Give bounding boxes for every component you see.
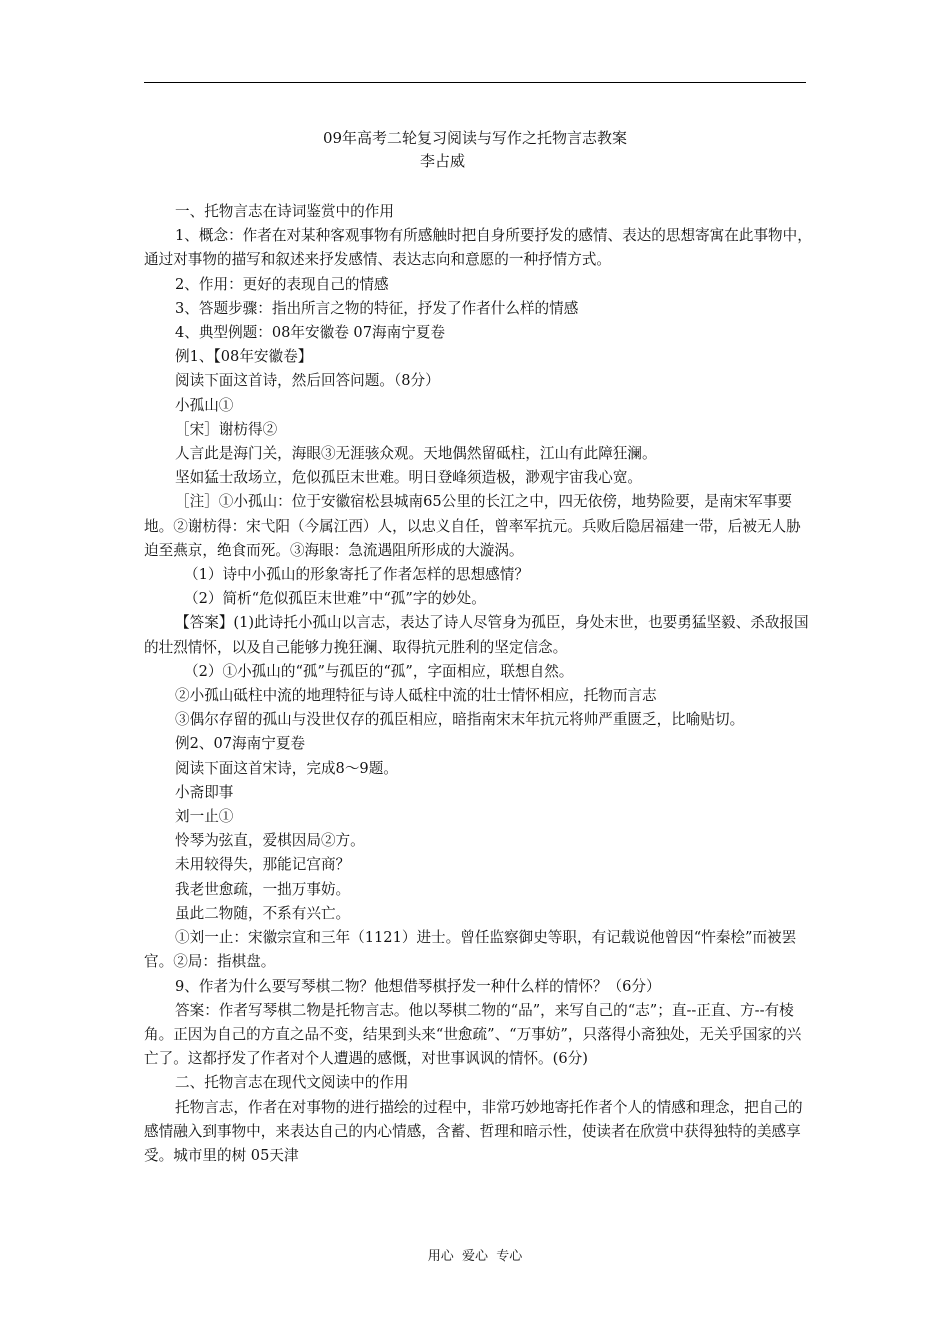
poem-2-title: 小斋即事 bbox=[175, 783, 234, 801]
poem-1-author: ［宋］谢枋得② bbox=[175, 420, 278, 438]
answer-1-1: 【答案】(1)此诗托小孤山以言志，表达了诗人尽管身为孤臣，身处末世，也要勇猛坚毅、杀敌报国的壮烈情怀，以及自己能够力挽狂澜、取得抗元胜利的坚定信念。 bbox=[144, 614, 809, 656]
answer-1-2-b: ②小孤山砥柱中流的地理特征与诗人砥柱中流的壮士情怀相应，托物而言志 bbox=[175, 687, 657, 705]
question-1-1: （1）诗中小孤山的形象寄托了作者怎样的思想感情？ bbox=[184, 566, 529, 584]
example-1-heading: 例1、【08年安徽卷】 bbox=[175, 348, 313, 366]
header-rule bbox=[144, 82, 806, 83]
poem-2-author: 刘一止① bbox=[175, 808, 234, 826]
poem-2-line-2: 未用较得失，那能记宫商？ bbox=[175, 856, 351, 874]
example-1-instruction: 阅读下面这首诗，然后回答问题。（8分） bbox=[175, 372, 440, 390]
section-heading-1: 一、托物言志在诗词鉴赏中的作用 bbox=[175, 203, 394, 220]
example-2-instruction: 阅读下面这首宋诗，完成8～9题。 bbox=[175, 759, 398, 777]
question-2-9: 9、作者为什么要写琴棋二物？他想借琴棋抒发一种什么样的情怀？（6分） bbox=[175, 977, 661, 995]
page-title: 09年高考二轮复习阅读与写作之托物言志教案 bbox=[322, 129, 628, 147]
poem-2-line-1: 怜琴为弦直，爱棋因局②方。 bbox=[175, 832, 365, 850]
answer-2-9: 答案：作者写琴棋二物是托物言志。他以琴棋二物的“品”，来写自己的“志”；直--正直、方--有棱角。正因为自己的方直之品不变，结果到头来“世愈疏”、“万事妨”，只落得小斋独处，无关乎国家的兴亡了。这都抒发了作者对个人遭遇的感慨，对世事讽讽的情怀。(6分) bbox=[144, 1001, 802, 1068]
poem-2-notes: ①刘一止：宋徽宗宣和三年（1121）进士。曾任监察御史等职，有记载说他曾因“忤秦桧”而被罢官。②局：指棋盘。 bbox=[144, 929, 797, 971]
poem-2-line-4: 虽此二物随，不系有兴亡。 bbox=[175, 904, 351, 922]
poem-1-line-2: 坚如猛士敌场立，危似孤臣末世难。明日登峰须造极，渺观宇宙我心宽。 bbox=[175, 469, 643, 487]
paragraph-examples: 4、典型例题：08年安徽卷 07海南宁夏卷 bbox=[175, 324, 445, 342]
poem-2-line-3: 我老世愈疏，一拙万事妨。 bbox=[175, 880, 351, 898]
paragraph-modern-reading: 托物言志，作者在对事物的进行描绘的过程中，非常巧妙地寄托作者个人的情感和理念，把自己的感情融入到事物中，来表达自己的内心情感，含蓄、哲理和暗示性，使读者在欣赏中获得独特的美感享受。城市里的树 05天津 bbox=[144, 1098, 803, 1164]
paragraph-concept: 1、概念：作者在对某种客观事物有所感触时把自身所要抒发的感情、表达的思想寄寓在此事物中，通过对事物的描写和叙述来抒发感情、表达志向和意愿的一种抒情方式。 bbox=[144, 227, 812, 269]
paragraph-steps: 3、答题步骤：指出所言之物的特征，抒发了作者什么样的情感 bbox=[175, 299, 579, 317]
author-name: 李占威 bbox=[420, 152, 466, 170]
page-footer: 用心 爱心 专心 bbox=[427, 1249, 523, 1264]
document-body bbox=[144, 200, 812, 1168]
question-1-2: （2）简析“危似孤臣末世难”中“孤”字的妙处。 bbox=[184, 590, 486, 608]
paragraph-function: 2、作用：更好的表现自己的情感 bbox=[175, 275, 389, 293]
answer-1-2-c: ③偶尔存留的孤山与没世仅存的孤臣相应，暗指南宋末年抗元将帅严重匮乏，比喻贴切。 bbox=[175, 711, 745, 729]
poem-1-line-1: 人言此是海门关，海眼③无涯骇众观。天地偶然留砥柱，江山有此障狂澜。 bbox=[175, 445, 657, 463]
answer-1-2: （2）①小孤山的“孤”与孤臣的“孤”，字面相应，联想自然。 bbox=[184, 662, 574, 680]
example-2-heading: 例2、07海南宁夏卷 bbox=[175, 735, 306, 753]
poem-1-notes: ［注］①小孤山：位于安徽宿松县城南65公里的长江之中，四无依傍，地势险要，是南宋军事要地。②谢枋得：宋弋阳（今属江西）人，以忠义自任，曾率军抗元。兵败后隐居福建一带，后被无人胁迫至燕京，绝食而死。③海眼：急流遇阻所形成的大漩涡。 bbox=[144, 493, 801, 559]
section-heading-2: 二、托物言志在现代文阅读中的作用 bbox=[175, 1074, 409, 1092]
poem-1-title: 小孤山① bbox=[175, 396, 234, 414]
